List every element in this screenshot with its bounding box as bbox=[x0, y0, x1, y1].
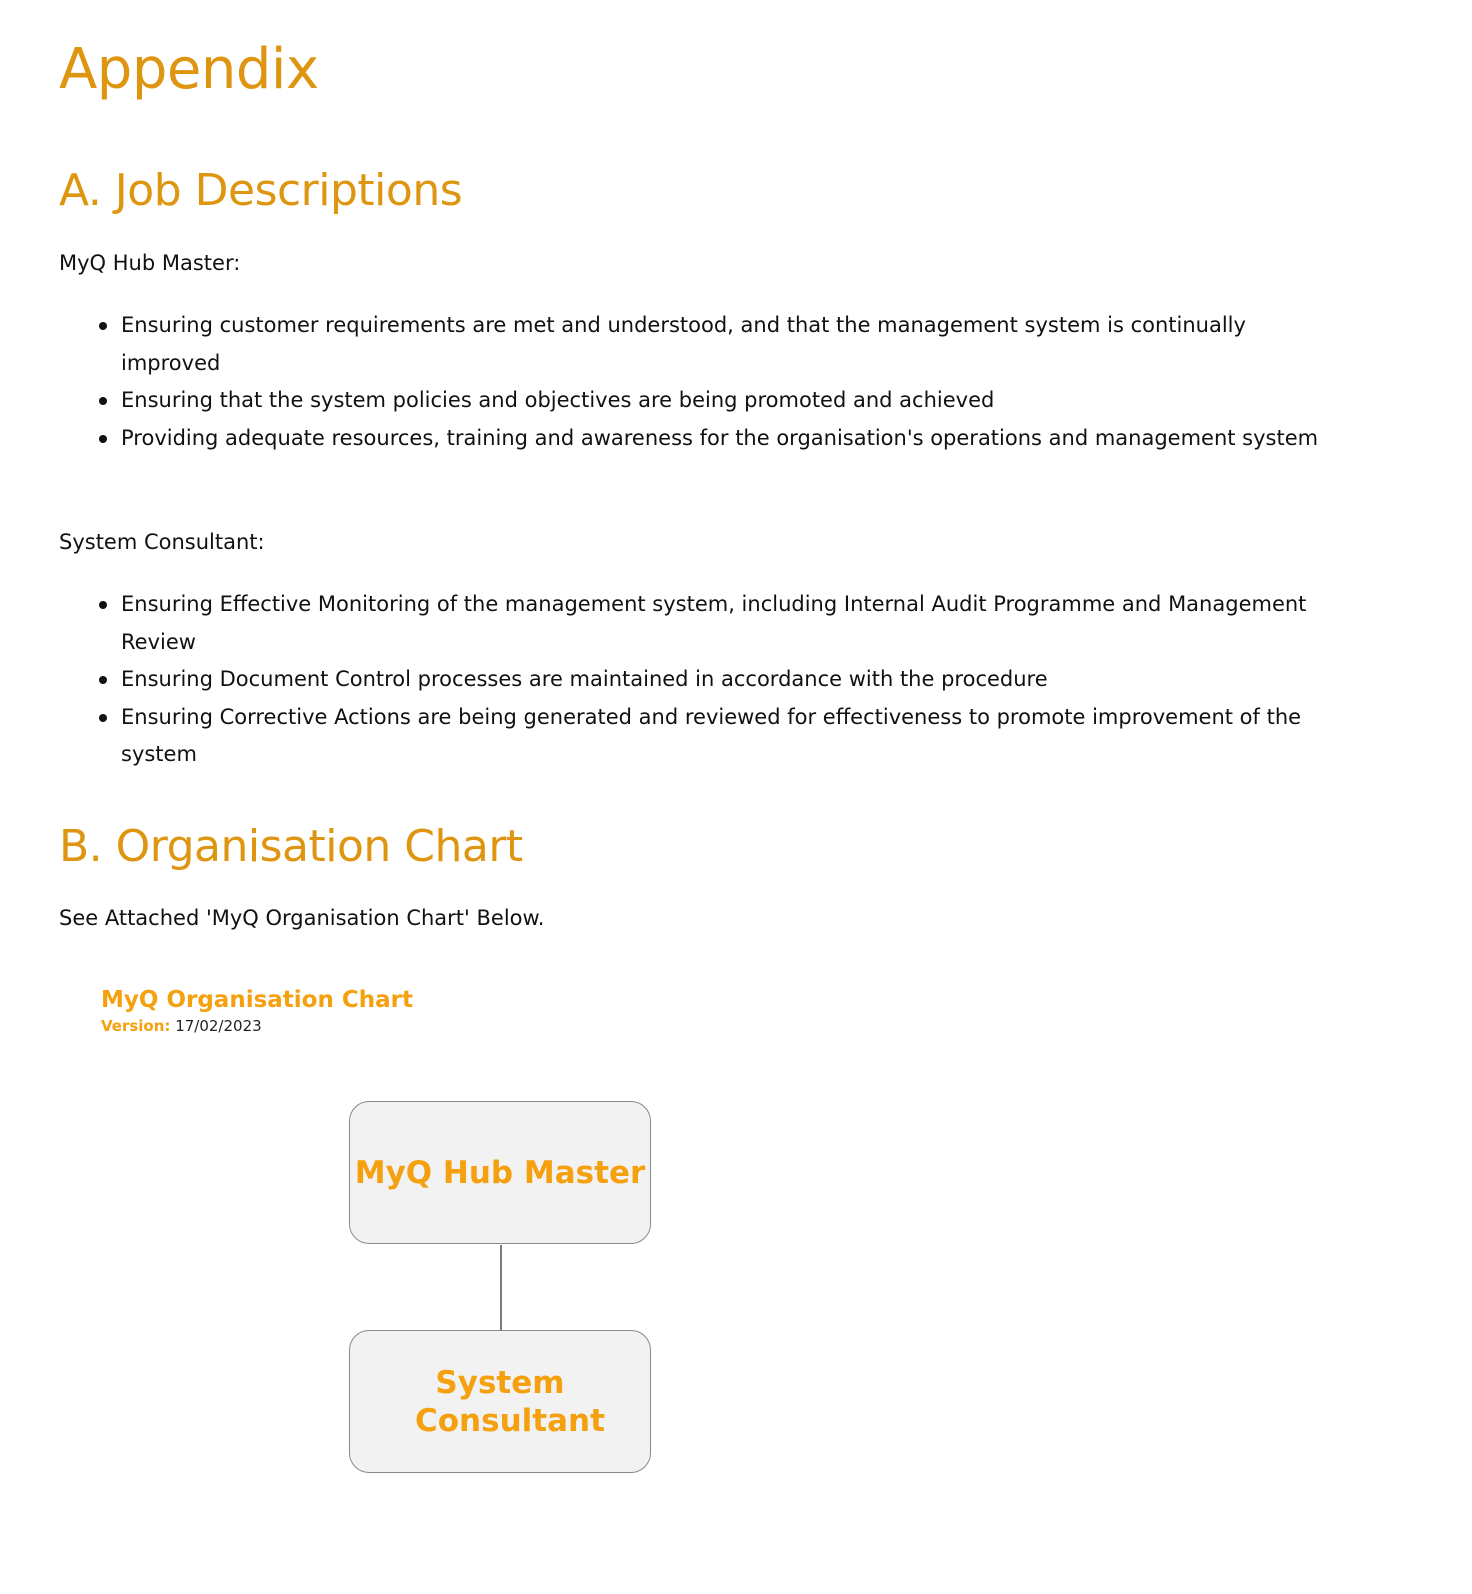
org-node-system-consultant bbox=[349, 1330, 651, 1473]
version-value: 17/02/2023 bbox=[175, 1017, 262, 1035]
section-heading-job-descriptions: A. Job Descriptions bbox=[59, 165, 463, 216]
system-consultant-duties-list bbox=[121, 586, 1321, 774]
org-chart-version bbox=[101, 1017, 262, 1035]
role-label-hub-master: MyQ Hub Master: bbox=[59, 251, 241, 275]
org-node-label: MyQ Hub Master bbox=[354, 1154, 646, 1191]
org-node-hub-master bbox=[349, 1101, 651, 1244]
list-item: Providing adequate resources, training and awareness for the organisation's operations and management system bbox=[121, 420, 1321, 458]
role-label-system-consultant: System Consultant: bbox=[59, 530, 265, 554]
hub-master-duties-list bbox=[121, 307, 1321, 457]
list-item: Ensuring Corrective Actions are being generated and reviewed for effectiveness to promote improvement of the system bbox=[121, 699, 1321, 774]
list-item: Ensuring Effective Monitoring of the management system, including Internal Audit Programme and Management Review bbox=[121, 586, 1321, 661]
page-title: Appendix bbox=[59, 37, 319, 102]
org-connector-line bbox=[500, 1245, 502, 1330]
version-label: Version: bbox=[101, 1017, 171, 1035]
list-item: Ensuring customer requirements are met and understood, and that the management system is continually improved bbox=[121, 307, 1321, 382]
org-chart-title: MyQ Organisation Chart bbox=[101, 987, 413, 1013]
section-heading-organisation-chart: B. Organisation Chart bbox=[59, 821, 523, 872]
org-node-label: System Consultant bbox=[415, 1364, 605, 1439]
list-item: Ensuring Document Control processes are maintained in accordance with the procedure bbox=[121, 661, 1321, 699]
org-chart-intro: See Attached 'MyQ Organisation Chart' Below. bbox=[59, 906, 545, 930]
list-item: Ensuring that the system policies and objectives are being promoted and achieved bbox=[121, 382, 1321, 420]
